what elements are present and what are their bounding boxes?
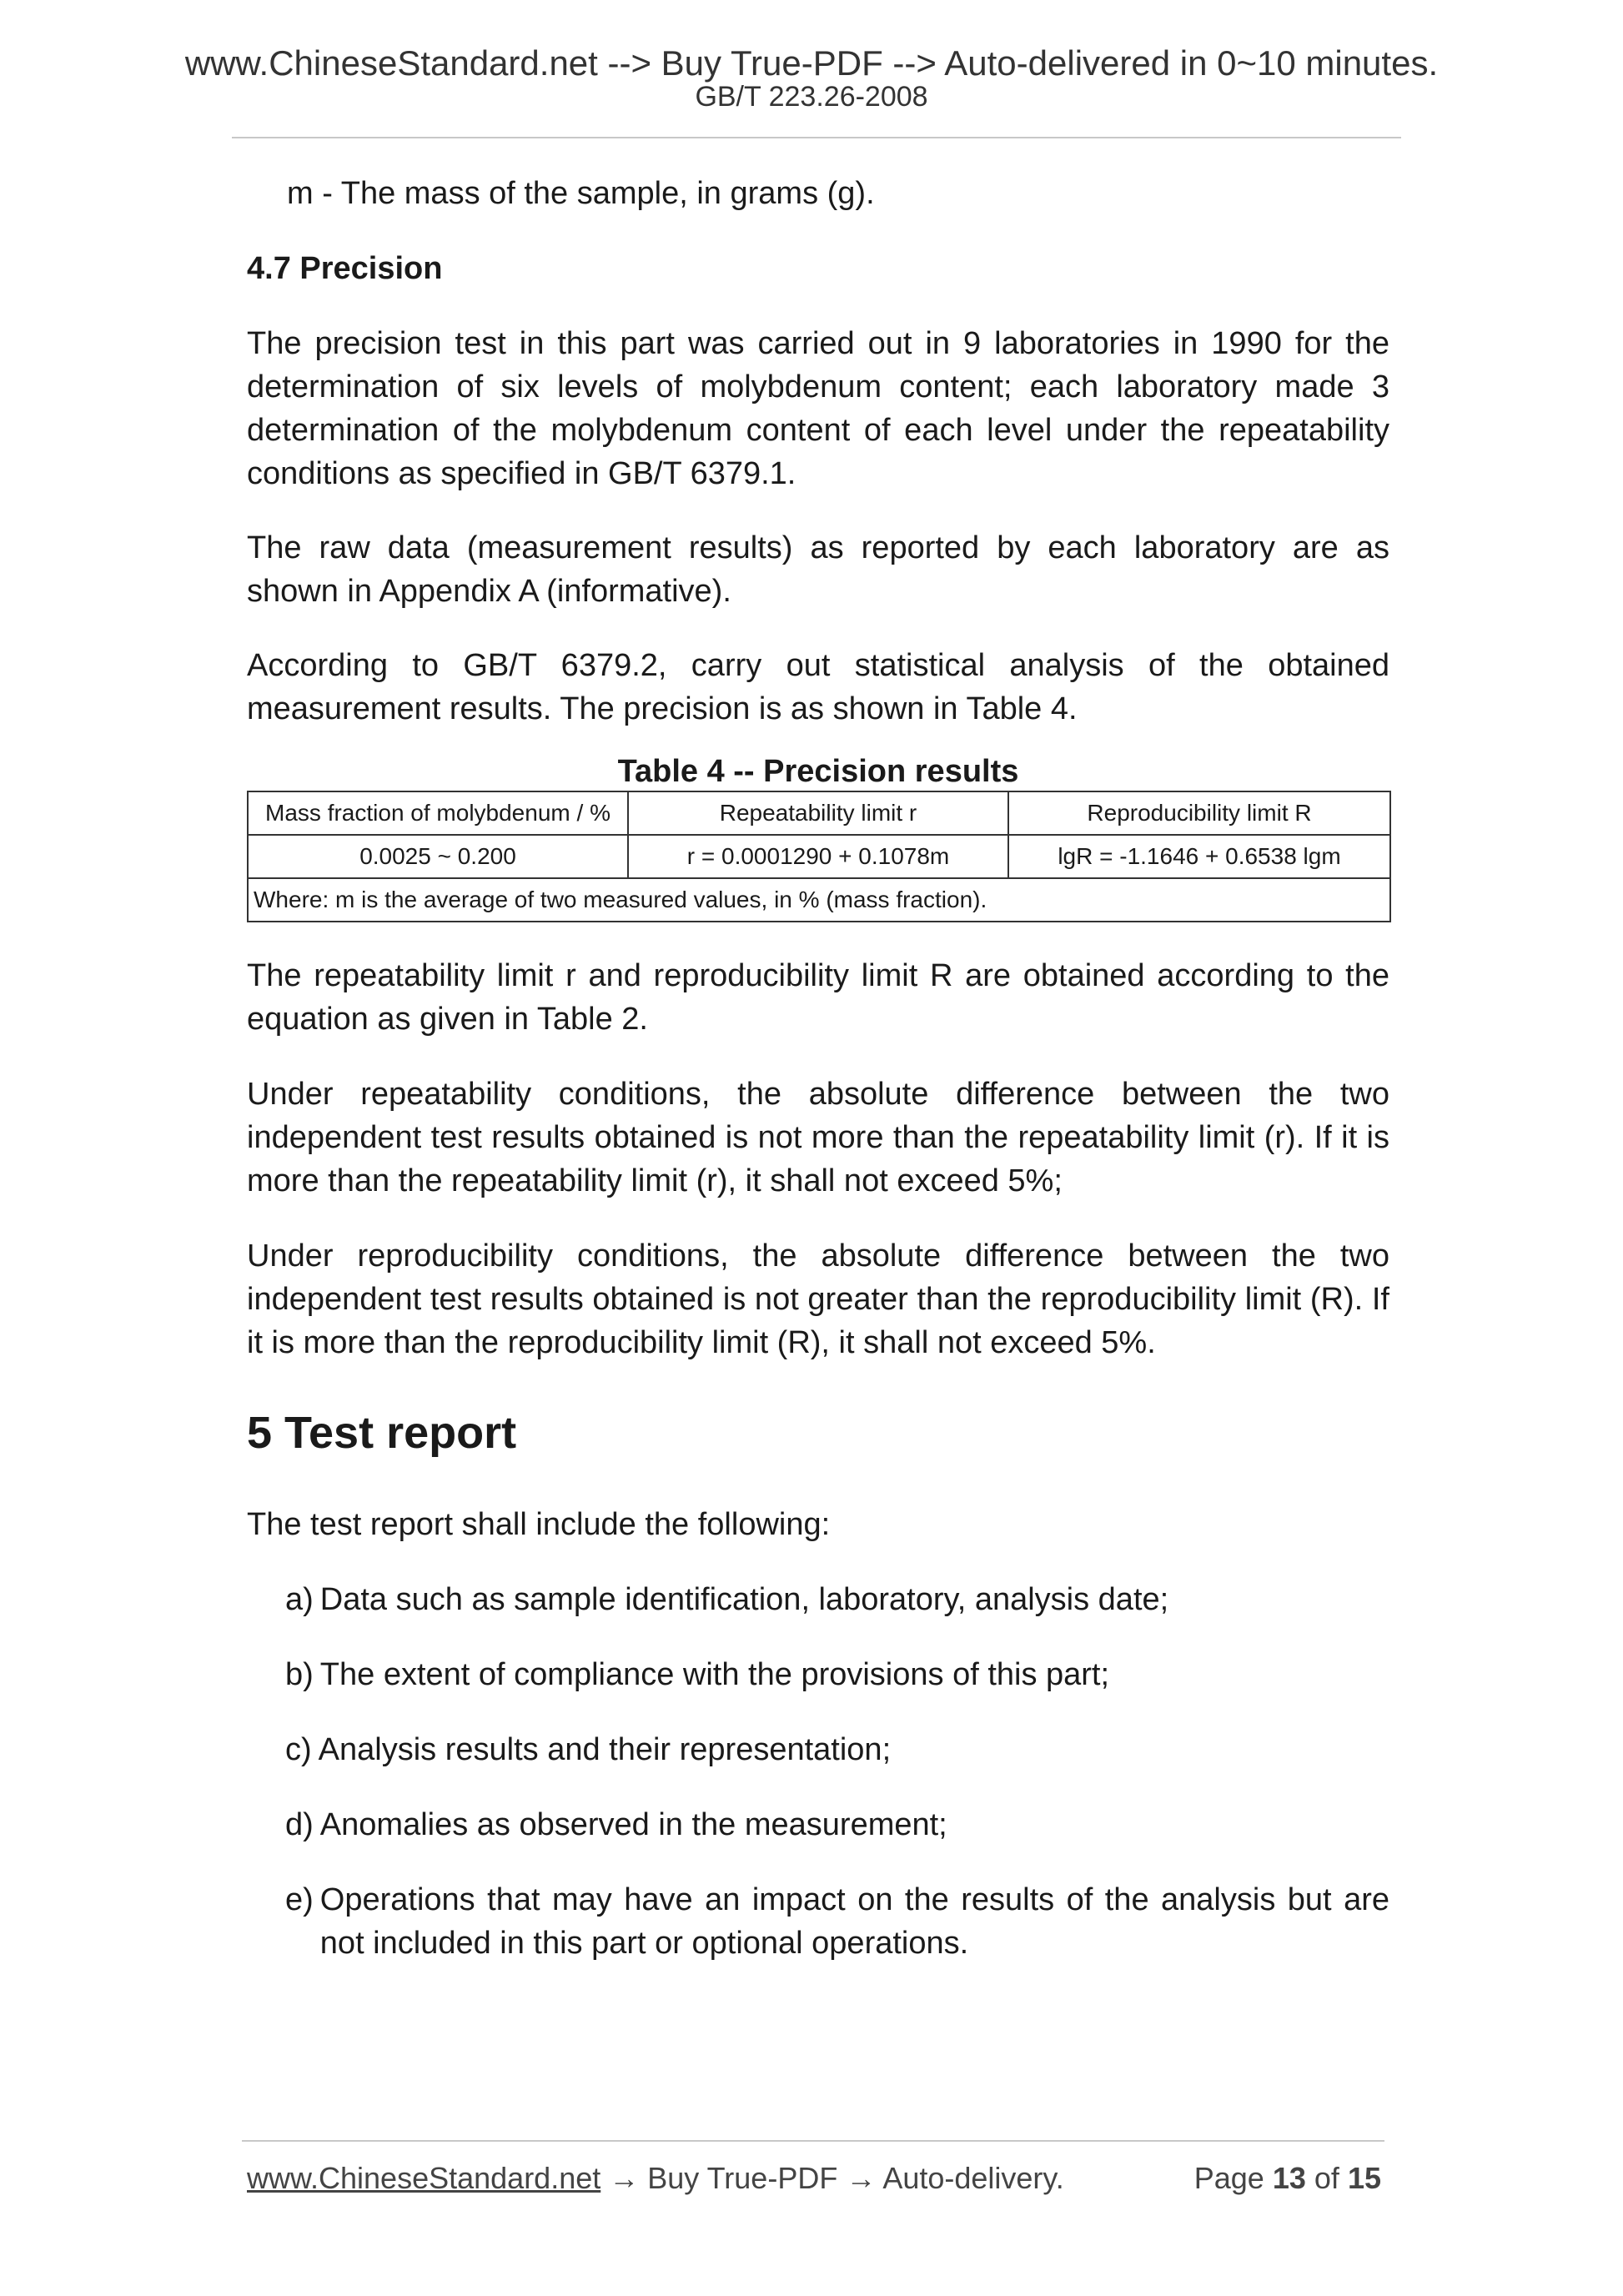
table-note: Where: m is the average of two measured values, in % (mass fraction). (248, 878, 1390, 922)
page-content (247, 172, 1389, 1965)
of-word: of (1314, 2161, 1339, 2195)
list-item (247, 1728, 1389, 1771)
page-total: 15 (1347, 2161, 1381, 2195)
footer-tagline: → Buy True-PDF → Auto-delivery. (600, 2161, 1064, 2195)
repeatability-paragraph: Under repeatability conditions, the absolute difference between the two independent test results obtained is not more than the repeatability limit (r). If it is more than the repeatability limit (r), it shall not exceed 5%; (247, 1077, 1389, 1198)
footer-left (247, 2160, 1064, 2197)
list-marker: c) (285, 1732, 312, 1767)
top-banner[interactable]: www.ChineseStandard.net --> Buy True-PDF --> Auto-delivered in 0~10 minutes. (184, 43, 1439, 83)
table-row (248, 835, 1390, 878)
limits-paragraph: The repeatability limit r and reproducibility limit R are obtained according to the equation as given in Table 2. (247, 958, 1389, 1037)
list-item (247, 1878, 1389, 1965)
table-header-cell: Reproducibility limit R (1008, 791, 1390, 835)
reproducibility-paragraph: Under reproducibility conditions, the absolute difference between the two independent test results obtained is not greater than the reproducibility limit (R). If it is more than the reproducibility limit (R), it shall not exceed 5%. (247, 1238, 1389, 1360)
table-4-title: Table 4 -- Precision results (617, 754, 1019, 789)
list-item (247, 1653, 1389, 1696)
document-code: GB/T 223.26-2008 (695, 81, 928, 113)
page-word: Page (1193, 2161, 1264, 2195)
chapter-5-heading: 5 Test report (247, 1408, 517, 1458)
page-number: 13 (1272, 2161, 1306, 2195)
mass-definition-line: m - The mass of the sample, in grams (g). (287, 176, 875, 211)
list-text: Operations that may have an impact on the results of the analysis but are not included in this part or optional operations. (319, 1882, 1389, 1961)
precision-paragraph-1: The precision test in this part was carried out in 9 laboratories in 1990 for the determination of six levels of molybdenum content; each laboratory made 3 determination of the molybdenum content of each level under the repeatability conditions as specified in GB/T 6379.1. (247, 326, 1389, 491)
header-divider (232, 137, 1401, 138)
table-cell: r = 0.0001290 + 0.1078m (628, 835, 1008, 878)
footer-divider (242, 2140, 1384, 2142)
precision-table (247, 791, 1391, 922)
list-marker: a) (285, 1582, 314, 1617)
list-text: Data such as sample identification, laboratory, analysis date; (319, 1582, 1169, 1617)
precision-paragraph-3: According to GB/T 6379.2, carry out statistical analysis of the obtained measurement results. The precision is as shown in Table 4. (247, 648, 1389, 726)
table-header-row (248, 791, 1390, 835)
table-header-cell: Mass fraction of molybdenum / % (248, 791, 628, 835)
page-indicator (1194, 2160, 1381, 2197)
table-header-cell: Repeatability limit r (628, 791, 1008, 835)
report-intro: The test report shall include the following: (247, 1507, 831, 1542)
table-note-row (248, 878, 1390, 922)
list-text: Anomalies as observed in the measurement; (319, 1807, 947, 1842)
table-cell: lgR = -1.1646 + 0.6538 lgm (1008, 835, 1390, 878)
section-4-7-heading: 4.7 Precision (247, 251, 443, 286)
list-marker: d) (285, 1807, 314, 1842)
table-cell: 0.0025 ~ 0.200 (248, 835, 628, 878)
list-item (247, 1578, 1389, 1621)
list-text: Analysis results and their representation; (318, 1732, 892, 1767)
footer-link[interactable]: www.ChineseStandard.net (247, 2161, 601, 2195)
list-text: The extent of compliance with the provisions of this part; (319, 1657, 1110, 1692)
page-footer (247, 2160, 1381, 2197)
precision-paragraph-2: The raw data (measurement results) as reported by each laboratory are as shown in Appendix A (informative). (247, 530, 1389, 609)
list-item (247, 1803, 1389, 1846)
list-marker: b) (285, 1657, 314, 1692)
list-marker: e) (285, 1882, 314, 1917)
